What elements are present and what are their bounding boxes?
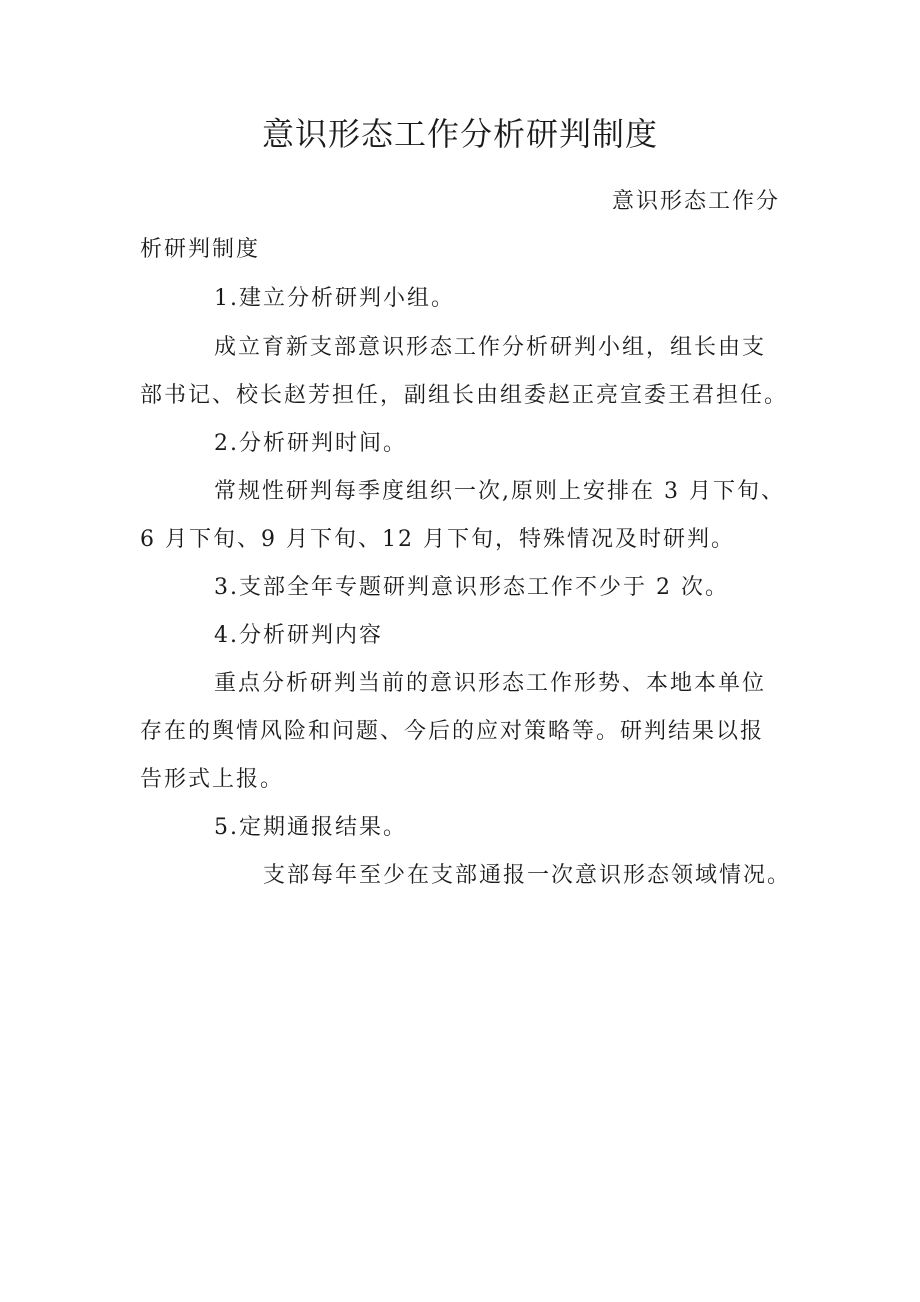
paragraph-line: 支部每年至少在支部通报一次意识形态领域情况。 bbox=[263, 863, 792, 888]
paragraph-line: 告形式上报。 bbox=[140, 767, 285, 792]
section-heading-2: 2.分析研判时间。 bbox=[214, 431, 407, 456]
section-heading-3: 3.支部全年专题研判意识形态工作不少于 2 次。 bbox=[214, 575, 729, 600]
paragraph-line: 常规性研判每季度组织一次,原则上安排在 3 月下旬、 bbox=[214, 479, 785, 504]
paragraph-line: 部书记、校长赵芳担任，副组长由组委赵正亮宣委王君担任。 bbox=[140, 383, 789, 408]
section-heading-1: 1.建立分析研判小组。 bbox=[214, 286, 455, 311]
section-heading-4: 4.分析研判内容 bbox=[214, 623, 383, 648]
paragraph-line: 成立育新支部意识形态工作分析研判小组，组长由支 bbox=[214, 335, 767, 360]
paragraph-line: 6 月下旬、9 月下旬、12 月下旬，特殊情况及时研判。 bbox=[140, 527, 735, 552]
paragraph-line: 重点分析研判当前的意识形态工作形势、本地本单位 bbox=[214, 671, 767, 696]
paragraph-line: 存在的舆情风险和问题、今后的应对策略等。研判结果以报 bbox=[140, 719, 765, 744]
section-heading-5: 5.定期通报结果。 bbox=[214, 815, 407, 840]
subtitle-line-2: 析研判制度 bbox=[140, 237, 261, 262]
document-title: 意识形态工作分析研判制度 bbox=[261, 115, 658, 153]
subtitle-line-1: 意识形态工作分 bbox=[612, 189, 781, 214]
